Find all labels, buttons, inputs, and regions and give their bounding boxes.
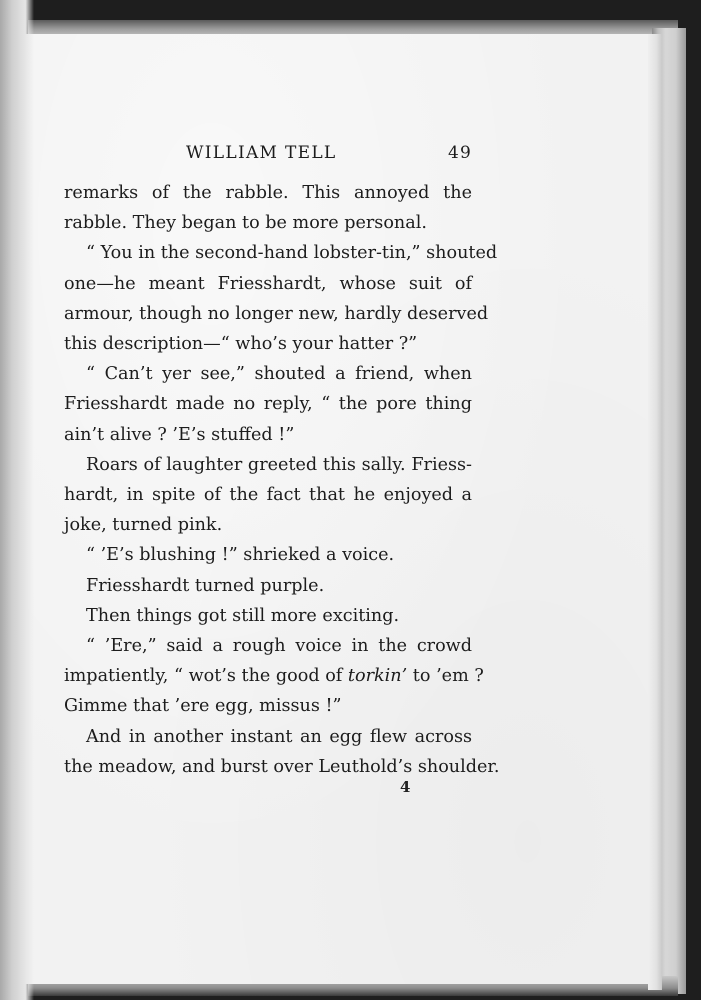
text-line: Gimme that ’ere egg, missus !” — [64, 696, 342, 717]
gutter-shadow — [0, 0, 34, 1000]
text-line: Friesshardt made no reply, “ the pore thing — [64, 394, 472, 415]
running-title: WILLIAM TELL — [186, 143, 337, 163]
text-line: one—he meant Friesshardt, whose suit of — [64, 273, 472, 294]
text-segment: impatiently, “ wot’s the good of — [64, 666, 348, 687]
text-line: hardt, in spite of the fact that he enjoyed a — [64, 485, 472, 506]
text-line: “ ’E’s blushing !” shrieked a voice. — [86, 545, 395, 566]
text-line: Friesshardt turned purple. — [86, 575, 325, 596]
text-line: “ ’Ere,” said a rough voice in the crowd — [86, 636, 472, 657]
text-line: And in another instant an egg flew across — [86, 726, 472, 747]
text-line: the meadow, and burst over Leuthold’s shoulder. — [64, 756, 500, 777]
text-block — [64, 140, 500, 782]
text-line: “ Can’t yer see,” shouted a friend, when — [86, 364, 472, 385]
text-line: remarks of the rabble. This annoyed the — [64, 183, 472, 203]
body-text — [64, 178, 500, 782]
page-fore-edge — [648, 34, 662, 990]
text-line: this description—“ who’s your hatter ?” — [64, 334, 418, 355]
text-line: Roars of laughter greeted this sally. Friess- — [86, 454, 472, 475]
text-line: “ You in the second-hand lobster-tin,” shouted — [86, 243, 498, 264]
running-header — [64, 140, 472, 168]
text-segment: to ’em ? — [407, 666, 484, 687]
text-line — [64, 661, 484, 691]
text-line: Then things got still more exciting. — [86, 605, 400, 626]
page-number: 49 — [447, 143, 472, 163]
text-line: armour, though no longer new, hardly deserved — [64, 303, 489, 324]
text-line: ain’t alive ? ’E’s stuffed !” — [64, 424, 295, 445]
text-line: rabble. They began to be more personal. — [64, 213, 427, 234]
text-line: joke, turned pink. — [64, 515, 223, 536]
italic-word: torkin’ — [347, 666, 408, 687]
signature-mark: 4 — [400, 778, 411, 796]
